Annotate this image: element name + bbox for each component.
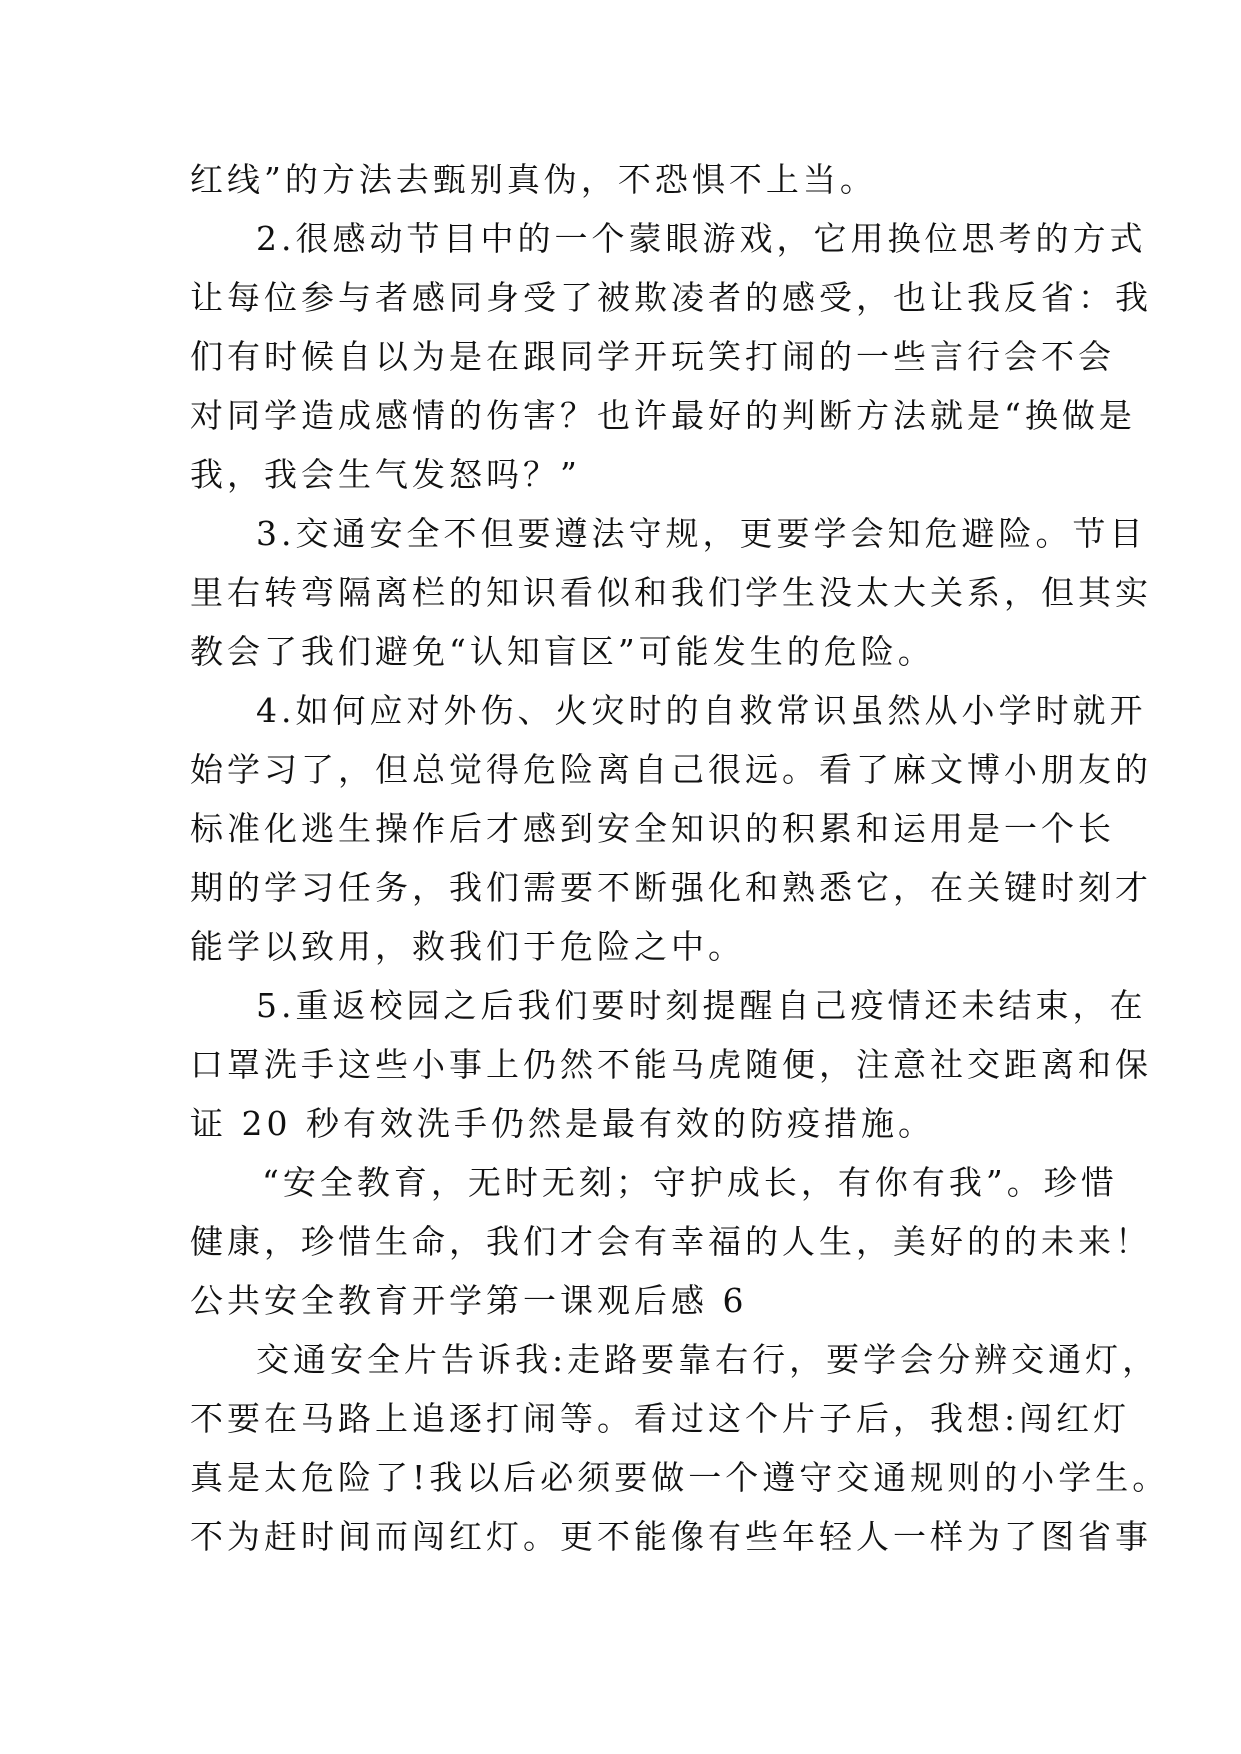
text-line: 期的学习任务，我们需要不断强化和熟悉它，在关键时刻才 xyxy=(190,868,1152,907)
text-line: 我，我会生气发怒吗？” xyxy=(190,455,581,494)
text-line: 不为赶时间而闯红灯。更不能像有些年轻人一样为了图省事 xyxy=(190,1517,1152,1556)
text-line: 始学习了，但总觉得危险离自己很远。看了麻文博小朋友的 xyxy=(190,750,1152,789)
text-line: 能学以致用，救我们于危险之中。 xyxy=(190,927,745,966)
text-line: 红线”的方法去甄别真伪，不恐惧不上当。 xyxy=(190,160,877,199)
text-line: 对同学造成感情的伤害？也许最好的判断方法就是“换做是 xyxy=(190,396,1136,435)
slogan-quote-line: “安全教育，无时无刻；守护成长，有你有我”。珍惜 xyxy=(262,1163,1118,1202)
section-heading: 公共安全教育开学第一课观后感 6 xyxy=(190,1281,748,1320)
text-line: 证 20 秒有效洗手仍然是最有效的防疫措施。 xyxy=(190,1104,935,1143)
paragraph-item-2-start: 2.很感动节目中的一个蒙眼游戏，它用换位思考的方式 xyxy=(256,219,1147,258)
text-line: 们有时候自以为是在跟同学开玩笑打闹的一些言行会不会 xyxy=(190,337,1115,376)
text-line: 不要在马路上追逐打闹等。看过这个片子后，我想:闯红灯 xyxy=(190,1399,1131,1438)
paragraph-item-3-start: 3.交通安全不但要遵法守规，更要学会知危避险。节目 xyxy=(256,514,1147,553)
text-line: 标准化逃生操作后才感到安全知识的积累和运用是一个长 xyxy=(190,809,1115,848)
paragraph-item-5-start: 5.重返校园之后我们要时刻提醒自己疫情还未结束，在 xyxy=(256,986,1147,1025)
text-line: 教会了我们避免“认知盲区”可能发生的危险。 xyxy=(190,632,935,671)
text-line: 口罩洗手这些小事上仍然不能马虎随便，注意社交距离和保 xyxy=(190,1045,1152,1084)
document-page xyxy=(190,150,1170,1566)
text-line: 健康，珍惜生命，我们才会有幸福的人生，美好的的未来！ xyxy=(190,1222,1152,1261)
text-line: 真是太危险了!我以后必须要做一个遵守交通规则的小学生。 xyxy=(190,1458,1170,1497)
paragraph-start: 交通安全片告诉我:走路要靠右行，要学会分辨交通灯， xyxy=(256,1340,1160,1379)
paragraph-item-4-start: 4.如何应对外伤、火灾时的自救常识虽然从小学时就开 xyxy=(256,691,1147,730)
text-line: 让每位参与者感同身受了被欺凌者的感受，也让我反省：我 xyxy=(190,278,1152,317)
text-line: 里右转弯隔离栏的知识看似和我们学生没太大关系，但其实 xyxy=(190,573,1152,612)
